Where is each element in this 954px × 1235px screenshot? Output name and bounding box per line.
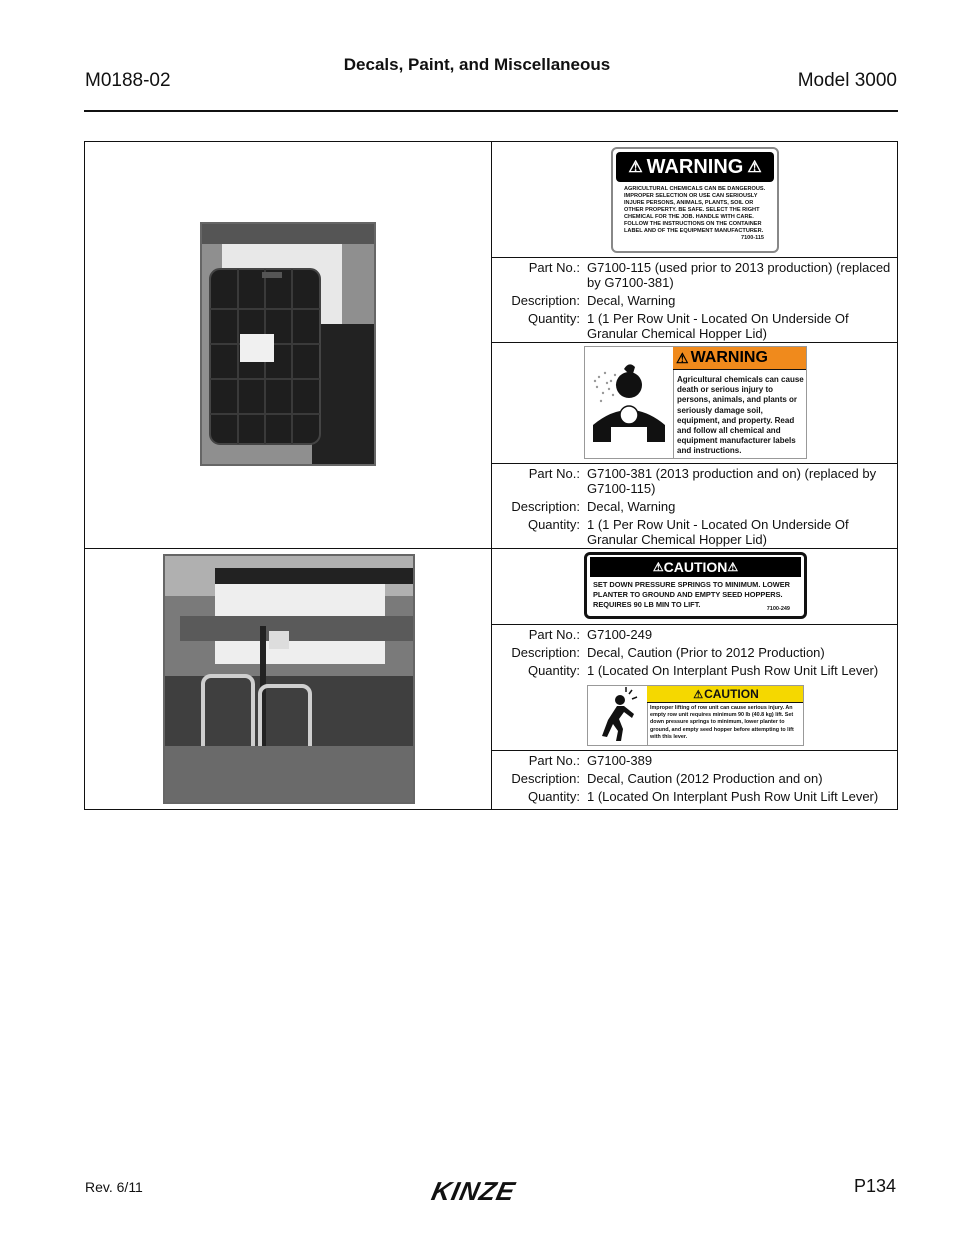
quantity-label: Quantity: (527, 517, 580, 532)
row-divider (491, 463, 898, 464)
description-value: Decal, Warning (587, 293, 676, 308)
row-divider (491, 750, 898, 751)
decal-heading: CAUTION (663, 559, 728, 575)
part-no-value: G7100-381 (2013 production and on) (replaced by G7100-115) (587, 466, 877, 496)
part-details-3 (492, 627, 898, 681)
revision-label: Rev. 6/11 (85, 1179, 143, 1195)
decal-code: 7100-115 (741, 235, 764, 241)
row-divider (491, 257, 898, 258)
quantity-label: Quantity: (527, 311, 580, 326)
caution-triangle-icon: ⚠ (693, 688, 704, 701)
doc-number: M0188-02 (85, 70, 171, 91)
lifting-injury-icon (588, 686, 647, 746)
decal-body: SET DOWN PRESSURE SPRINGS TO MINIMUM. LOWER PLANTER TO GROUND AND EMPTY SEED HOPPERS. REQUIRES 90 LB MIN TO LIFT. (593, 580, 790, 609)
part-no-label: Part No.: (528, 627, 580, 642)
description-value: Decal, Caution (2012 Production and on) (587, 771, 823, 786)
decal-body: Improper lifting of row unit can cause serious injury. An empty row unit requires minimum 90 lb (40.8 kg) lift. Set down pressure springs to minimum, lower planter to ground, and empty seed hopper before attempting to lift with this lever. (650, 705, 794, 740)
hopper-lid-illustration (202, 224, 374, 464)
lift-lever-photo (163, 554, 415, 804)
row-divider (491, 624, 898, 625)
chemical-hazard-icon (585, 347, 673, 459)
decal-heading: CAUTION (704, 687, 759, 701)
decal-body: AGRICULTURAL CHEMICALS CAN BE DANGEROUS. IMPROPER SELECTION OR USE CAN SERIOUSLY INJURE PERSONS, ANIMALS, PLANTS, SOIL OR OTHER PROPERTY. BE SAFE. SELECT THE RIGHT CHEMICAL FOR THE JOB. HANDLE WITH CARE. FOLLOW THE INSTRUCTIONS ON THE CONTAINER LABEL AND OF THE EQUIPMENT MANUFACTURER. (624, 186, 766, 234)
decal-code: 7100-249 (766, 606, 790, 612)
page-number: P134 (853, 1176, 896, 1196)
warning-triangle-icon: ⚠ (676, 349, 689, 366)
decal-body: Agricultural chemicals can cause death or serious injury to persons, animals, and plants or seriously damage soil, equipment, and property. Read and follow all chemical and equipment manufacturer labels and instructions. (677, 375, 804, 456)
hopper-lid-photo (200, 222, 376, 466)
part-no-value: G7100-115 (used prior to 2013 production) (replaced by G7100-381) (587, 260, 891, 290)
decal-heading: WARNING (690, 349, 768, 366)
part-details-2 (492, 466, 898, 550)
decal-table (84, 141, 898, 810)
warning-decal-7100-115 (611, 147, 779, 253)
quantity-value: 1 (1 Per Row Unit - Located On Underside Of Granular Chemical Hopper Lid) (587, 311, 849, 341)
warning-triangle-icon: ⚠ (747, 159, 762, 176)
part-details-4 (492, 753, 898, 807)
description-label: Description: (511, 499, 580, 514)
caution-triangle-icon: ⚠ (727, 560, 739, 574)
decal-heading: WARNING (646, 155, 744, 178)
description-value: Decal, Caution (Prior to 2012 Production) (587, 645, 825, 660)
part-no-label: Part No.: (528, 466, 580, 481)
quantity-value: 1 (1 Per Row Unit - Located On Underside Of Granular Chemical Hopper Lid) (587, 517, 849, 547)
kinze-logo: KINZE (428, 1176, 519, 1206)
caution-decal-7100-389 (587, 685, 804, 746)
quantity-value: 1 (Located On Interplant Push Row Unit Lift Lever) (587, 663, 879, 678)
caution-triangle-icon: ⚠ (652, 560, 664, 574)
quantity-value: 1 (Located On Interplant Push Row Unit Lift Lever) (587, 789, 879, 804)
description-value: Decal, Warning (587, 499, 676, 514)
quantity-label: Quantity: (527, 789, 580, 804)
lift-lever-illustration (165, 556, 413, 802)
warning-decal-7100-381 (584, 346, 807, 459)
description-label: Description: (511, 293, 580, 308)
page-title: Decals, Paint, and Miscellaneous (343, 55, 611, 74)
header-rule (84, 110, 898, 112)
part-no-value: G7100-249 (587, 627, 653, 642)
part-details-1 (492, 260, 898, 344)
warning-triangle-icon: ⚠ (628, 159, 643, 176)
part-no-label: Part No.: (528, 753, 580, 768)
description-label: Description: (511, 645, 580, 660)
part-no-value: G7100-389 (587, 753, 653, 768)
caution-decal-7100-249 (584, 552, 807, 619)
description-label: Description: (511, 771, 580, 786)
quantity-label: Quantity: (527, 663, 580, 678)
part-no-label: Part No.: (528, 260, 580, 275)
model-name: Model 3000 (797, 70, 897, 91)
